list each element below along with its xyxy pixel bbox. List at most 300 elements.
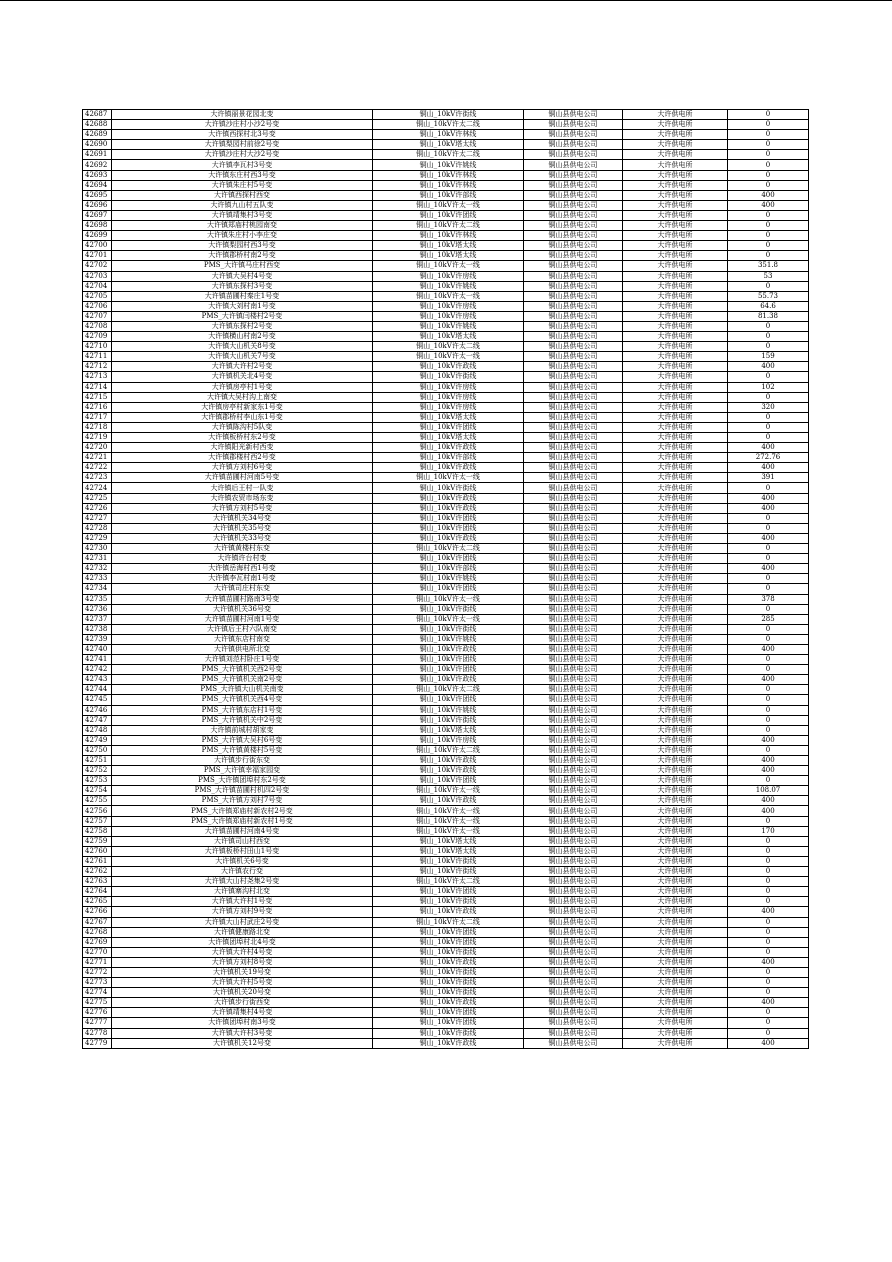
station-name-cell: 大许镇东探村3号变	[112, 281, 373, 291]
table-row	[83, 826, 809, 836]
row-id-cell: 42756	[83, 806, 112, 816]
capacity-cell: 400	[728, 957, 809, 967]
line-name-cell: 铜山_10kV许政线	[373, 1038, 524, 1048]
table-row	[83, 856, 809, 866]
company-cell: 铜山县供电公司	[524, 291, 623, 301]
station-name-cell: PMS_大许镇机关西2号变	[112, 665, 373, 675]
line-name-cell: 铜山_10kV许街线	[373, 978, 524, 988]
office-cell: 大许供电所	[623, 1038, 728, 1048]
station-name-cell: 大许镇房亭村新家东1号变	[112, 402, 373, 412]
company-cell: 铜山县供电公司	[524, 190, 623, 200]
capacity-cell: 0	[728, 180, 809, 190]
table-row	[83, 776, 809, 786]
office-cell: 大许供电所	[623, 665, 728, 675]
station-name-cell: 大许镇板桥村东2号变	[112, 433, 373, 443]
office-cell: 大许供电所	[623, 463, 728, 473]
line-name-cell: 铜山_10kV塔太线	[373, 332, 524, 342]
office-cell: 大许供电所	[623, 110, 728, 120]
office-cell: 大许供电所	[623, 513, 728, 523]
row-id-cell: 42714	[83, 382, 112, 392]
station-name-cell: 大许镇朱庄村小李庄变	[112, 231, 373, 241]
station-name-cell: 大许镇横山村南2号变	[112, 332, 373, 342]
line-name-cell: 铜山_10kV塔太线	[373, 140, 524, 150]
table-row	[83, 1038, 809, 1048]
office-cell: 大许供电所	[623, 392, 728, 402]
station-name-cell: 大许镇大许村3号变	[112, 1028, 373, 1038]
line-name-cell: 铜山_10kV许团线	[373, 422, 524, 432]
capacity-cell: 0	[728, 513, 809, 523]
company-cell: 铜山县供电公司	[524, 362, 623, 372]
line-name-cell: 铜山_10kV许太二线	[373, 544, 524, 554]
line-name-cell: 铜山_10kV许太一线	[373, 352, 524, 362]
capacity-cell: 0	[728, 412, 809, 422]
line-name-cell: 铜山_10kV许政线	[373, 533, 524, 543]
office-cell: 大许供电所	[623, 574, 728, 584]
row-id-cell: 42729	[83, 533, 112, 543]
capacity-cell: 102	[728, 382, 809, 392]
company-cell: 铜山县供电公司	[524, 544, 623, 554]
company-cell: 铜山县供电公司	[524, 574, 623, 584]
row-id-cell: 42738	[83, 624, 112, 634]
company-cell: 铜山县供电公司	[524, 372, 623, 382]
row-id-cell: 42698	[83, 221, 112, 231]
line-name-cell: 铜山_10kV许团线	[373, 584, 524, 594]
office-cell: 大许供电所	[623, 796, 728, 806]
station-name-cell: PMS_大许镇闫楼村2号变	[112, 311, 373, 321]
line-name-cell: 铜山_10kV许房线	[373, 301, 524, 311]
line-name-cell: 铜山_10kV许街线	[373, 988, 524, 998]
company-cell: 铜山县供电公司	[524, 867, 623, 877]
company-cell: 铜山县供电公司	[524, 675, 623, 685]
company-cell: 铜山县供电公司	[524, 443, 623, 453]
office-cell: 大许供电所	[623, 1008, 728, 1018]
station-name-cell: PMS_大许镇幸福家园变	[112, 766, 373, 776]
office-cell: 大许供电所	[623, 271, 728, 281]
table-row	[83, 1018, 809, 1028]
office-cell: 大许供电所	[623, 210, 728, 220]
company-cell: 铜山县供电公司	[524, 1028, 623, 1038]
line-name-cell: 铜山_10kV许房线	[373, 392, 524, 402]
row-id-cell: 42721	[83, 453, 112, 463]
office-cell: 大许供电所	[623, 362, 728, 372]
line-name-cell: 铜山_10kV许街线	[373, 372, 524, 382]
station-name-cell: 大许镇苗圃村河南5号变	[112, 473, 373, 483]
capacity-cell: 0	[728, 685, 809, 695]
row-id-cell: 42761	[83, 856, 112, 866]
station-name-cell: 大许镇大山机关8号变	[112, 342, 373, 352]
line-name-cell: 铜山_10kV许政线	[373, 907, 524, 917]
row-id-cell: 42743	[83, 675, 112, 685]
office-cell: 大许供电所	[623, 594, 728, 604]
page-top-rule	[0, 0, 892, 1]
capacity-cell: 0	[728, 332, 809, 342]
company-cell: 铜山县供电公司	[524, 342, 623, 352]
office-cell: 大许供电所	[623, 604, 728, 614]
station-name-cell: 大许镇机关北4号变	[112, 372, 373, 382]
company-cell: 铜山县供电公司	[524, 402, 623, 412]
company-cell: 铜山县供电公司	[524, 473, 623, 483]
company-cell: 铜山县供电公司	[524, 221, 623, 231]
capacity-cell: 391	[728, 473, 809, 483]
capacity-cell: 0	[728, 917, 809, 927]
table-row	[83, 594, 809, 604]
station-name-cell: 大许镇大吴村4号变	[112, 271, 373, 281]
row-id-cell: 42739	[83, 634, 112, 644]
row-id-cell: 42730	[83, 544, 112, 554]
station-name-cell: 大许镇大许村4号变	[112, 947, 373, 957]
capacity-cell: 0	[728, 372, 809, 382]
office-cell: 大许供电所	[623, 221, 728, 231]
line-name-cell: 铜山_10kV许太二线	[373, 685, 524, 695]
line-name-cell: 铜山_10kV许街线	[373, 867, 524, 877]
line-name-cell: 铜山_10kV许姚线	[373, 634, 524, 644]
office-cell: 大许供电所	[623, 624, 728, 634]
station-name-cell: 大许镇板桥村田山1号变	[112, 846, 373, 856]
row-id-cell: 42707	[83, 311, 112, 321]
capacity-cell: 0	[728, 897, 809, 907]
table-row	[83, 957, 809, 967]
office-cell: 大许供电所	[623, 836, 728, 846]
office-cell: 大许供电所	[623, 846, 728, 856]
company-cell: 铜山县供电公司	[524, 685, 623, 695]
station-name-cell: 大许镇大刘村南1号变	[112, 301, 373, 311]
row-id-cell: 42704	[83, 281, 112, 291]
company-cell: 铜山县供电公司	[524, 150, 623, 160]
station-name-cell: 大许镇苗圃村路南3号变	[112, 594, 373, 604]
row-id-cell: 42751	[83, 756, 112, 766]
office-cell: 大许供电所	[623, 584, 728, 594]
company-cell: 铜山县供电公司	[524, 1038, 623, 1048]
office-cell: 大许供电所	[623, 816, 728, 826]
station-name-cell: 大许镇东庄村西3号变	[112, 170, 373, 180]
office-cell: 大许供电所	[623, 675, 728, 685]
row-id-cell: 42758	[83, 826, 112, 836]
table-row	[83, 756, 809, 766]
table-row	[83, 372, 809, 382]
table-row	[83, 655, 809, 665]
line-name-cell: 铜山_10kV许部线	[373, 564, 524, 574]
table-row	[83, 766, 809, 776]
company-cell: 铜山县供电公司	[524, 261, 623, 271]
office-cell: 大许供电所	[623, 412, 728, 422]
company-cell: 铜山县供电公司	[524, 927, 623, 937]
station-name-cell: 大许镇农行变	[112, 867, 373, 877]
line-name-cell: 铜山_10kV许政线	[373, 644, 524, 654]
office-cell: 大许供电所	[623, 120, 728, 130]
office-cell: 大许供电所	[623, 877, 728, 887]
line-name-cell: 铜山_10kV许房线	[373, 402, 524, 412]
station-name-cell: 大许镇大山机关7号变	[112, 352, 373, 362]
office-cell: 大许供电所	[623, 321, 728, 331]
office-cell: 大许供电所	[623, 523, 728, 533]
row-id-cell: 42708	[83, 321, 112, 331]
capacity-cell: 0	[728, 342, 809, 352]
table-row	[83, 634, 809, 644]
line-name-cell: 铜山_10kV许街线	[373, 604, 524, 614]
table-row	[83, 453, 809, 463]
station-name-cell: 大许镇方刘村5号变	[112, 503, 373, 513]
office-cell: 大许供电所	[623, 402, 728, 412]
line-name-cell: 铜山_10kV许街线	[373, 110, 524, 120]
line-name-cell: 铜山_10kV许街线	[373, 897, 524, 907]
company-cell: 铜山县供电公司	[524, 564, 623, 574]
office-cell: 大许供电所	[623, 382, 728, 392]
line-name-cell: 铜山_10kV许政线	[373, 796, 524, 806]
capacity-cell: 0	[728, 544, 809, 554]
station-name-cell: 大许镇机关20号变	[112, 988, 373, 998]
office-cell: 大许供电所	[623, 917, 728, 927]
station-name-cell: PMS_大许镇郑庙村新农村2号变	[112, 806, 373, 816]
line-name-cell: 铜山_10kV许团线	[373, 1008, 524, 1018]
office-cell: 大许供电所	[623, 887, 728, 897]
station-name-cell: 大许镇后王村一队变	[112, 483, 373, 493]
row-id-cell: 42747	[83, 715, 112, 725]
office-cell: 大许供电所	[623, 493, 728, 503]
office-cell: 大许供电所	[623, 978, 728, 988]
row-id-cell: 42759	[83, 836, 112, 846]
capacity-cell: 0	[728, 967, 809, 977]
office-cell: 大许供电所	[623, 988, 728, 998]
table-row	[83, 483, 809, 493]
line-name-cell: 铜山_10kV许政线	[373, 957, 524, 967]
company-cell: 铜山县供电公司	[524, 665, 623, 675]
station-name-cell: 大许镇苗圃村河南4号变	[112, 826, 373, 836]
office-cell: 大许供电所	[623, 311, 728, 321]
table-row	[83, 321, 809, 331]
station-name-cell: 大许镇机关36号变	[112, 604, 373, 614]
station-name-cell: 大许镇靖集村3号变	[112, 210, 373, 220]
company-cell: 铜山县供电公司	[524, 836, 623, 846]
capacity-cell: 0	[728, 170, 809, 180]
line-name-cell: 铜山_10kV许太二线	[373, 745, 524, 755]
station-name-cell: 大许镇机关12号变	[112, 1038, 373, 1048]
line-name-cell: 铜山_10kV许政线	[373, 362, 524, 372]
station-name-cell: 大许镇司庄村东变	[112, 584, 373, 594]
row-id-cell: 42753	[83, 776, 112, 786]
line-name-cell: 铜山_10kV许街线	[373, 624, 524, 634]
row-id-cell: 42693	[83, 170, 112, 180]
table-row	[83, 584, 809, 594]
row-id-cell: 42741	[83, 655, 112, 665]
table-row	[83, 160, 809, 170]
company-cell: 铜山县供电公司	[524, 554, 623, 564]
office-cell: 大许供电所	[623, 907, 728, 917]
capacity-cell: 0	[728, 988, 809, 998]
station-name-cell: 大许镇大山村武庄2号变	[112, 917, 373, 927]
company-cell: 铜山县供电公司	[524, 120, 623, 130]
station-name-cell: 大许镇方刘村8号变	[112, 957, 373, 967]
capacity-cell: 0	[728, 433, 809, 443]
row-id-cell: 42712	[83, 362, 112, 372]
table-row	[83, 402, 809, 412]
line-name-cell: 铜山_10kV许团线	[373, 554, 524, 564]
line-name-cell: 铜山_10kV许太二线	[373, 150, 524, 160]
row-id-cell: 42771	[83, 957, 112, 967]
company-cell: 铜山县供电公司	[524, 392, 623, 402]
office-cell: 大许供电所	[623, 140, 728, 150]
row-id-cell: 42692	[83, 160, 112, 170]
line-name-cell: 铜山_10kV许政线	[373, 998, 524, 1008]
row-id-cell: 42703	[83, 271, 112, 281]
row-id-cell: 42724	[83, 483, 112, 493]
company-cell: 铜山县供电公司	[524, 170, 623, 180]
table-row	[83, 362, 809, 372]
station-name-cell: 大许镇陈沟村5队变	[112, 422, 373, 432]
office-cell: 大许供电所	[623, 957, 728, 967]
station-name-cell: 大许镇刘范村卧庄1号变	[112, 655, 373, 665]
row-id-cell: 42775	[83, 998, 112, 1008]
office-cell: 大许供电所	[623, 352, 728, 362]
row-id-cell: 42697	[83, 210, 112, 220]
table-row	[83, 210, 809, 220]
row-id-cell: 42755	[83, 796, 112, 806]
station-name-cell: 大许镇郡桥村南2号变	[112, 251, 373, 261]
station-name-cell: 大许镇前城村胡家变	[112, 725, 373, 735]
company-cell: 铜山县供电公司	[524, 695, 623, 705]
office-cell: 大许供电所	[623, 170, 728, 180]
office-cell: 大许供电所	[623, 200, 728, 210]
station-name-cell: 大许镇梨园村前徐2号变	[112, 140, 373, 150]
row-id-cell: 42701	[83, 251, 112, 261]
company-cell: 铜山县供电公司	[524, 433, 623, 443]
capacity-cell: 400	[728, 493, 809, 503]
line-name-cell: 铜山_10kV许团线	[373, 887, 524, 897]
table-row	[83, 574, 809, 584]
station-name-cell: 大许镇机关6号变	[112, 856, 373, 866]
company-cell: 铜山县供电公司	[524, 523, 623, 533]
row-id-cell: 42757	[83, 816, 112, 826]
office-cell: 大许供电所	[623, 261, 728, 271]
table-row	[83, 110, 809, 120]
row-id-cell: 42691	[83, 150, 112, 160]
table-row	[83, 998, 809, 1008]
capacity-cell: 400	[728, 533, 809, 543]
line-name-cell: 铜山_10kV许政线	[373, 766, 524, 776]
line-name-cell: 铜山_10kV许政线	[373, 503, 524, 513]
table-row	[83, 947, 809, 957]
table-row	[83, 523, 809, 533]
capacity-cell: 0	[728, 130, 809, 140]
company-cell: 铜山县供电公司	[524, 705, 623, 715]
office-cell: 大许供电所	[623, 544, 728, 554]
office-cell: 大许供电所	[623, 251, 728, 261]
capacity-cell: 351.8	[728, 261, 809, 271]
office-cell: 大许供电所	[623, 695, 728, 705]
line-name-cell: 铜山_10kV许街线	[373, 715, 524, 725]
row-id-cell: 42711	[83, 352, 112, 362]
line-name-cell: 铜山_10kV许街线	[373, 856, 524, 866]
company-cell: 铜山县供电公司	[524, 816, 623, 826]
company-cell: 铜山县供电公司	[524, 634, 623, 644]
capacity-cell: 64.6	[728, 301, 809, 311]
capacity-cell: 0	[728, 604, 809, 614]
row-id-cell: 42689	[83, 130, 112, 140]
row-id-cell: 42727	[83, 513, 112, 523]
company-cell: 铜山县供电公司	[524, 826, 623, 836]
station-name-cell: 大许镇岳海村西1号变	[112, 564, 373, 574]
station-name-cell: 大许镇苗圃村河南1号变	[112, 614, 373, 624]
office-cell: 大许供电所	[623, 130, 728, 140]
table-row	[83, 392, 809, 402]
company-cell: 铜山县供电公司	[524, 301, 623, 311]
table-row	[83, 311, 809, 321]
data-sheet	[82, 109, 809, 1049]
line-name-cell: 铜山_10kV塔太线	[373, 251, 524, 261]
line-name-cell: 铜山_10kV许房线	[373, 382, 524, 392]
row-id-cell: 42776	[83, 1008, 112, 1018]
row-id-cell: 42725	[83, 493, 112, 503]
table-row	[83, 1028, 809, 1038]
office-cell: 大许供电所	[623, 190, 728, 200]
line-name-cell: 铜山_10kV许太一线	[373, 786, 524, 796]
station-name-cell: 大许镇东探村2号变	[112, 321, 373, 331]
row-id-cell: 42763	[83, 877, 112, 887]
line-name-cell: 铜山_10kV许太一线	[373, 261, 524, 271]
office-cell: 大许供电所	[623, 301, 728, 311]
line-name-cell: 铜山_10kV许林线	[373, 180, 524, 190]
table-row	[83, 665, 809, 675]
table-row	[83, 695, 809, 705]
company-cell: 铜山县供电公司	[524, 493, 623, 503]
office-cell: 大许供电所	[623, 927, 728, 937]
office-cell: 大许供电所	[623, 806, 728, 816]
row-id-cell: 42774	[83, 988, 112, 998]
capacity-cell: 400	[728, 756, 809, 766]
row-id-cell: 42713	[83, 372, 112, 382]
station-name-cell: 大许镇西探村北3号变	[112, 130, 373, 140]
station-name-cell: 大许镇司山村西变	[112, 836, 373, 846]
table-row	[83, 705, 809, 715]
table-row	[83, 473, 809, 483]
company-cell: 铜山县供电公司	[524, 251, 623, 261]
capacity-cell: 0	[728, 725, 809, 735]
line-name-cell: 铜山_10kV许林线	[373, 130, 524, 140]
row-id-cell: 42716	[83, 402, 112, 412]
line-name-cell: 铜山_10kV许房线	[373, 735, 524, 745]
office-cell: 大许供电所	[623, 644, 728, 654]
station-name-cell: 大许镇郡桥村李山东1号变	[112, 412, 373, 422]
table-row	[83, 412, 809, 422]
office-cell: 大许供电所	[623, 715, 728, 725]
station-name-cell: PMS_大许镇大吴村6号变	[112, 735, 373, 745]
capacity-cell: 0	[728, 221, 809, 231]
line-name-cell: 铜山_10kV许政线	[373, 443, 524, 453]
table-row	[83, 251, 809, 261]
line-name-cell: 铜山_10kV塔太线	[373, 846, 524, 856]
station-name-cell: 大许镇机关33号变	[112, 533, 373, 543]
capacity-cell: 400	[728, 907, 809, 917]
table-row	[83, 978, 809, 988]
table-row	[83, 937, 809, 947]
station-name-cell: 大许镇李瓦村3号变	[112, 160, 373, 170]
table-row	[83, 1008, 809, 1018]
company-cell: 铜山县供电公司	[524, 917, 623, 927]
capacity-cell: 0	[728, 1028, 809, 1038]
row-id-cell: 42710	[83, 342, 112, 352]
table-row	[83, 917, 809, 927]
office-cell: 大许供电所	[623, 453, 728, 463]
station-name-cell: 大许镇农贸市场东变	[112, 493, 373, 503]
row-id-cell: 42752	[83, 766, 112, 776]
company-cell: 铜山县供电公司	[524, 735, 623, 745]
line-name-cell: 铜山_10kV许团线	[373, 513, 524, 523]
line-name-cell: 铜山_10kV许姚线	[373, 705, 524, 715]
table-row	[83, 291, 809, 301]
table-row	[83, 846, 809, 856]
station-name-cell: 大许镇机关19号变	[112, 967, 373, 977]
station-name-cell: 大许镇大吴村沟上南变	[112, 392, 373, 402]
table-row	[83, 200, 809, 210]
